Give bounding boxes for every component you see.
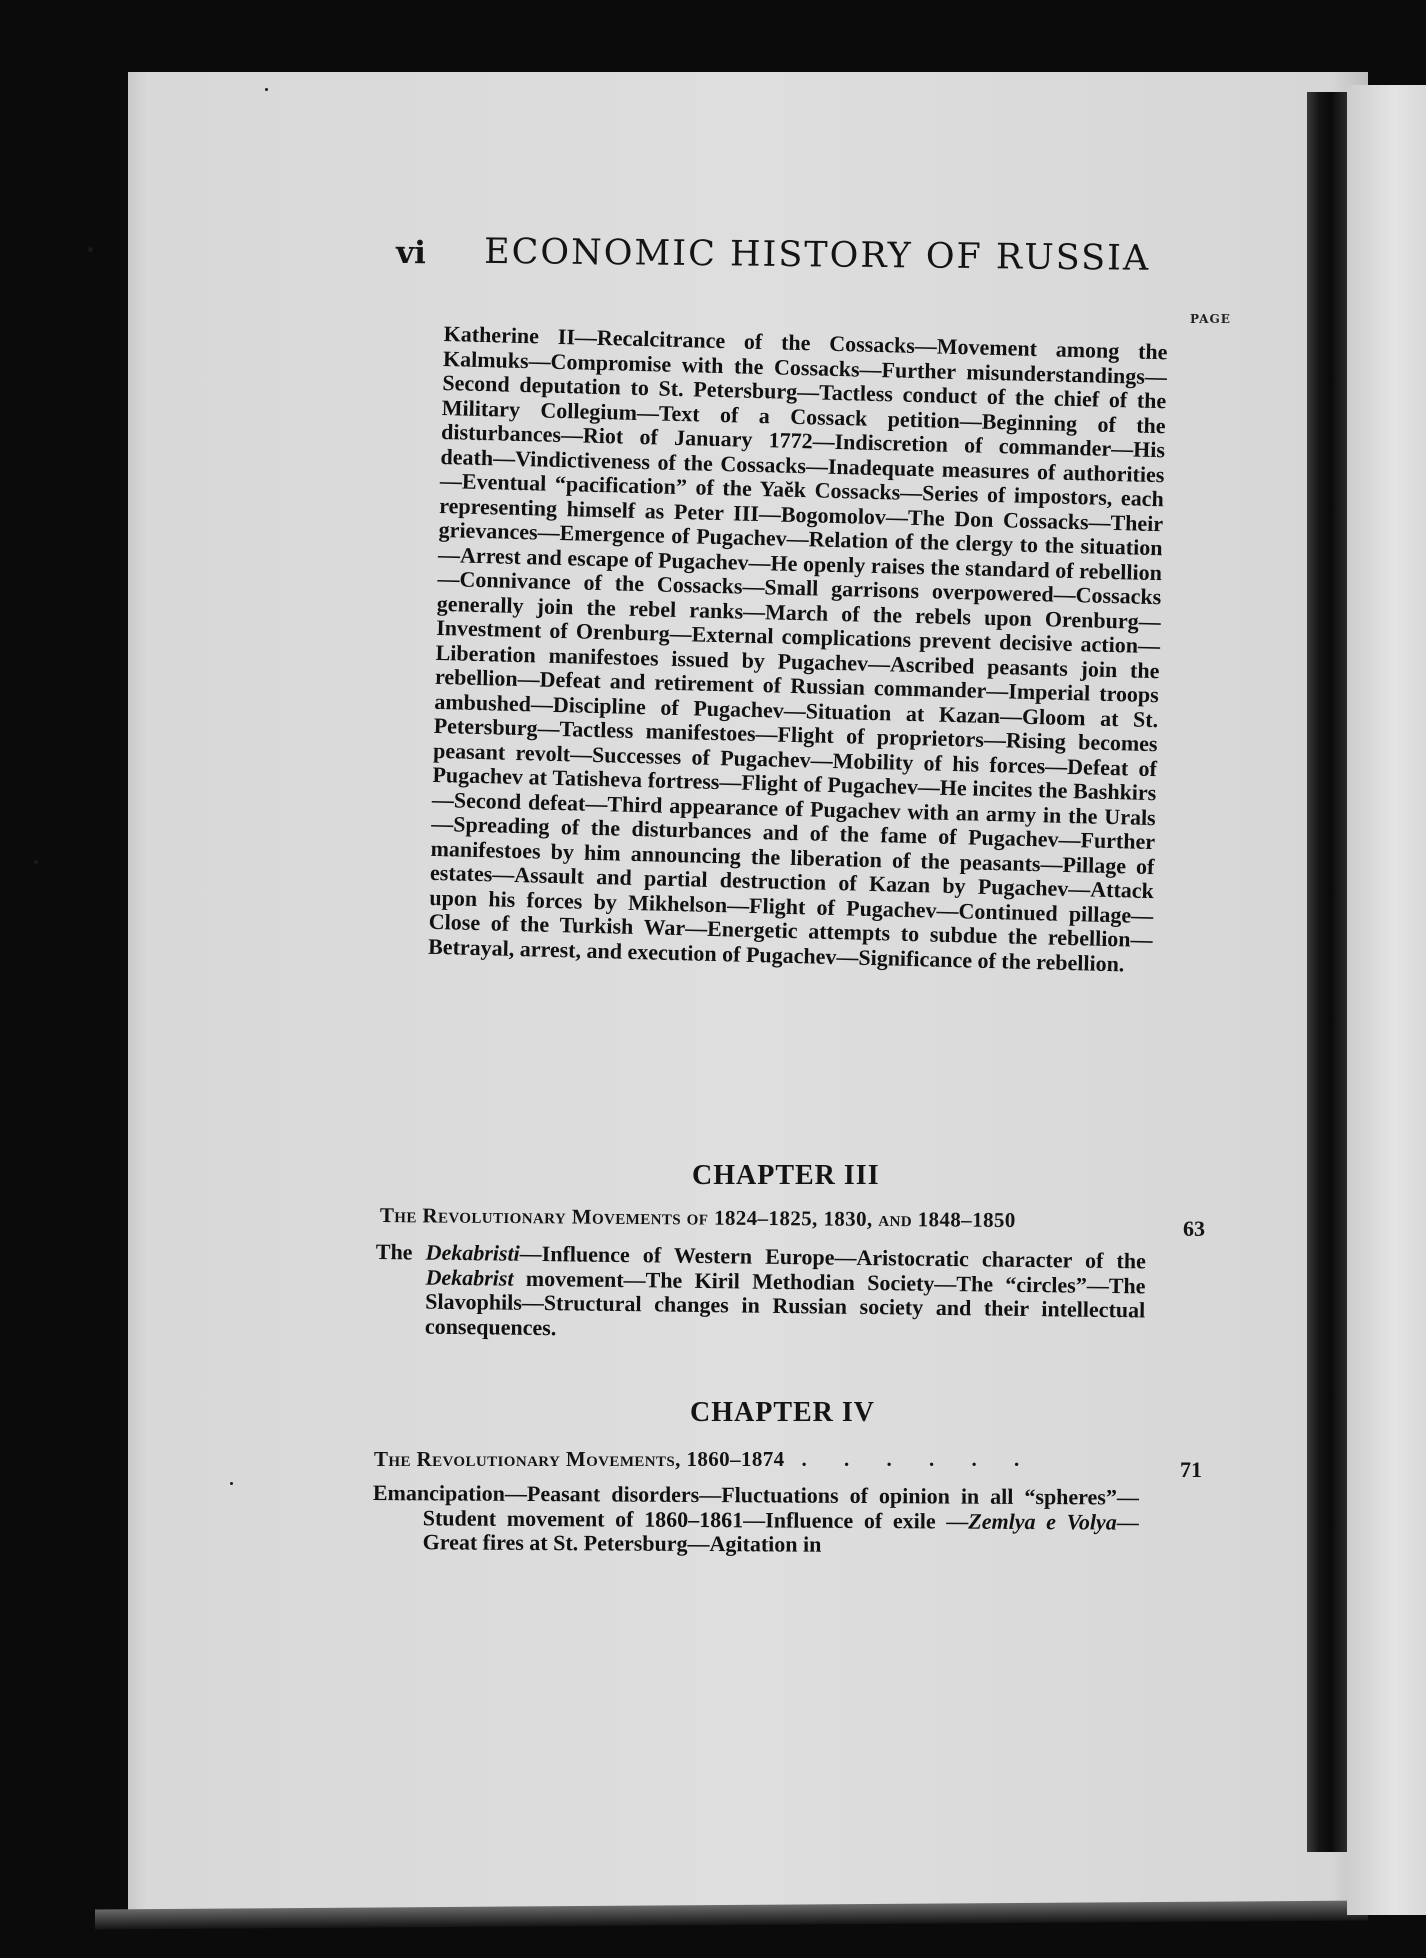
chapter-title-line: [374, 1447, 1035, 1472]
book-spine-shadow: [1307, 92, 1347, 1852]
chapter-page-number: 71: [1180, 1457, 1202, 1482]
summary-text: movement—The Kiril Methodian Society—The “circles”—The Slavophils—Structural changes in Russian society and their intellectual consequences.: [424, 1265, 1146, 1340]
running-title: ECONOMIC HISTORY OF RUSSIA: [483, 231, 1151, 279]
summary-italic-term: Dekabrist: [425, 1264, 514, 1291]
summary-text: —Great fires at St. Petersburg—Agitation in: [422, 1509, 1139, 1557]
chapter-summary-paragraph: [375, 1240, 1146, 1347]
dot-leader: . . . . . .: [801, 1447, 1036, 1471]
summary-italic-term: Zemlya e Volya: [968, 1508, 1117, 1535]
chapter-page-number: 63: [1183, 1216, 1205, 1241]
page-column-label: PAGE: [1190, 312, 1231, 326]
chapter-title: The Revolutionary Movements of 1824–1825, 1830, and 1848–1850: [379, 1203, 1016, 1232]
summary-italic-term: Dekabristi: [425, 1239, 520, 1266]
page-folio: vi: [395, 234, 427, 272]
chapter-heading: CHAPTER IV: [690, 1397, 876, 1428]
summary-text: —Influence of Western Europe—Aristocratic character of the: [519, 1240, 1146, 1274]
chapter-summary: [373, 1481, 1139, 1559]
facing-page-edge: [1347, 85, 1426, 1915]
chapter-heading: CHAPTER III: [692, 1160, 880, 1191]
dust-speck: [230, 1482, 233, 1485]
dust-speck: [88, 247, 93, 252]
dust-speck: [265, 88, 268, 91]
running-head: [396, 231, 1176, 289]
chapter-summary: [375, 1240, 1146, 1347]
chapter-summary-paragraph: [373, 1481, 1139, 1559]
chapter-summary-continued: Katherine II—Recalcitrance of the Cossacks—Movement among the Kalmuks—Compromise with the Cossacks—Further misunderstandings—Second deputation to St. Petersburg—Tactless conduct of the chief of the Military Collegium—Text of a Cossack petition—Beginning of the disturbances—Riot of January 1772—Indiscretion of commander—His death—Vindictiveness of the Cossacks—Inadequate measures of authorities—Eventual “pacification” of the Yaĕk Cossacks—Series of impostors, each representing himself as Peter III—Bogomolov—The Don Cossacks—Their grievances—Emergence of Pugachev—Relation of the clergy to the situation—Arrest and escape of Pugachev—He openly raises the standard of rebellion—Connivance of the Cossacks—Small garrisons overpowered—Cossacks generally join the rebel ranks—March of the rebels upon Orenburg—Investment of Orenburg—External complications prevent decisive action—Liberation manifestoes issued by Pugachev—Ascribed peasants join the rebellion—Defeat and retirement of Russian commander—Imperial troops ambushed—Discipline of Pugachev—Situation at Kazan—Gloom at St. Petersburg—Tactless manifestoes—Flight of proprietors—Rising becomes peasant revolt—Successes of Pugachev—Mobility of his forces—Defeat of Pugachev at Tatisheva fortress—Flight of Pugachev—He incites the Bashkirs—Second defeat—Third appearance of Pugachev with an army in the Urals—Spreading of the disturbances and of the fame of Pugachev—Further manifestoes by him announcing the liberation of the peasants—Pillage of estates—Assault and partial destruction of Kazan by Pugachev—Attack upon his forces by Mikhelson—Flight of Pugachev—Continued pillage—Close of the Turkish War—Energetic attempts to subdue the rebellion—Betrayal, arrest, and execution of Pugachev—Significance of the rebellion.: [427, 321, 1168, 976]
chapter-title: The Revolutionary Movements, 1860–1874: [374, 1447, 785, 1471]
summary-text: The: [375, 1239, 413, 1265]
dust-speck: [34, 860, 38, 864]
summary-text: Emancipation—Peasant disorders—Fluctuations of opinion in all “spheres”—Student movement of 1860–1861—Influence of exile —: [372, 1480, 1139, 1534]
